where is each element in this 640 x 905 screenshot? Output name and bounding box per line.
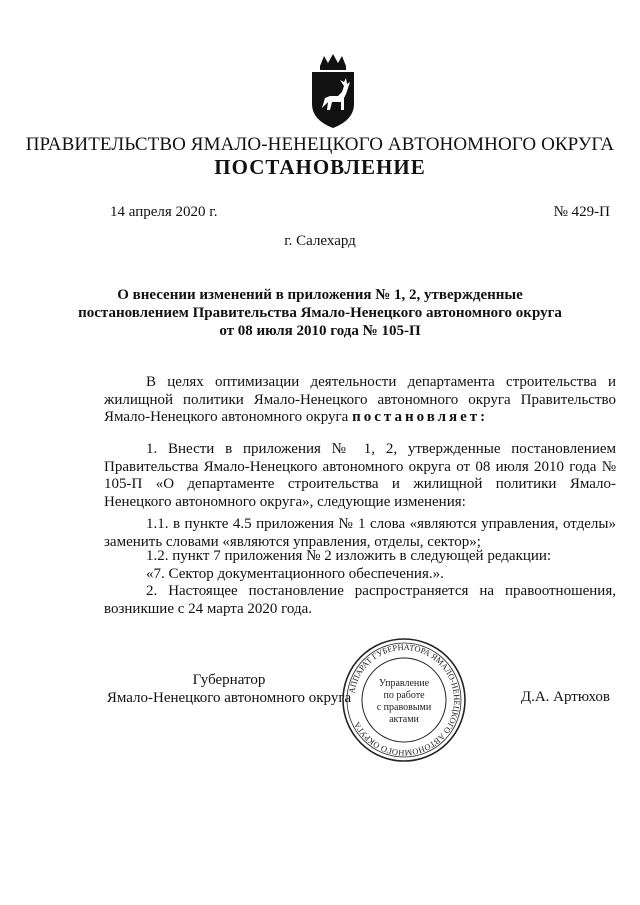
- signatory-position: [104, 671, 354, 707]
- item-2-paragraph: 2. Настоящее постановление распространяется на правоотношения, возникшие с 24 марта 2020 года.: [104, 583, 616, 617]
- resolves-word: постановляет:: [352, 409, 489, 425]
- document-number: № 429-П: [553, 204, 610, 220]
- document-city: г. Салехард: [284, 233, 356, 249]
- official-stamp: [340, 636, 468, 764]
- item-1-1-paragraph: 1.1. в пункте 4.5 приложения № 1 слова «являются управления, отделы» заменить словами «являются управления, отделы, сектор»;: [104, 516, 616, 550]
- preamble-paragraph: [104, 374, 616, 427]
- stamp-line: актами: [389, 714, 419, 725]
- coat-of-arms-emblem: [300, 52, 366, 130]
- title-line: постановлением Правительства Ямало-Ненецкого автономного округа: [78, 305, 562, 321]
- signatory-name: Д.А. Артюхов: [520, 689, 610, 705]
- stamp-ring-text: АППАРАТ ГУБЕРНАТОРА ЯМАЛО-НЕНЕЦКОГО АВТОНОМНОГО ОКРУГА: [347, 642, 462, 758]
- position-line: Ямало-Ненецкого автономного округа: [106, 690, 352, 706]
- item-1-paragraph: 1. Внести в приложения № 1, 2, утвержденные постановлением Правительства Ямало-Ненецкого автономного округа от 08 июля 2010 года № 105-П «О департаменте строительства и жилищной политики Ямало-Ненецкого автономного округа», следующие изменения:: [104, 441, 616, 510]
- document-date: 14 апреля 2020 г.: [110, 204, 218, 220]
- stamp-line: Управление: [378, 678, 430, 689]
- item-1-2-text-paragraph: «7. Сектор документационного обеспечения.».: [146, 566, 444, 582]
- title-line: О внесении изменений в приложения № 1, 2, утвержденные: [117, 287, 523, 303]
- stamp-line: по работе: [383, 690, 425, 701]
- stamp-line: с правовыми: [376, 702, 432, 713]
- item-1-2-paragraph: 1.2. пункт 7 приложения № 2 изложить в следующей редакции:: [146, 548, 552, 564]
- position-line: Губернатор: [192, 672, 266, 688]
- document-title: [0, 286, 640, 340]
- document-type-heading: ПОСТАНОВЛЕНИЕ: [214, 155, 426, 179]
- preamble-text: В целях оптимизации деятельности департамента строительства и жилищной политики Ямало-Ненецкого автономного округа Правительство Ямало-Ненецкого автономного округа: [104, 374, 616, 425]
- title-line: от 08 июля 2010 года № 105-П: [219, 323, 421, 339]
- government-heading: ПРАВИТЕЛЬСТВО ЯМАЛО-НЕНЕЦКОГО АВТОНОМНОГО ОКРУГА: [25, 134, 615, 155]
